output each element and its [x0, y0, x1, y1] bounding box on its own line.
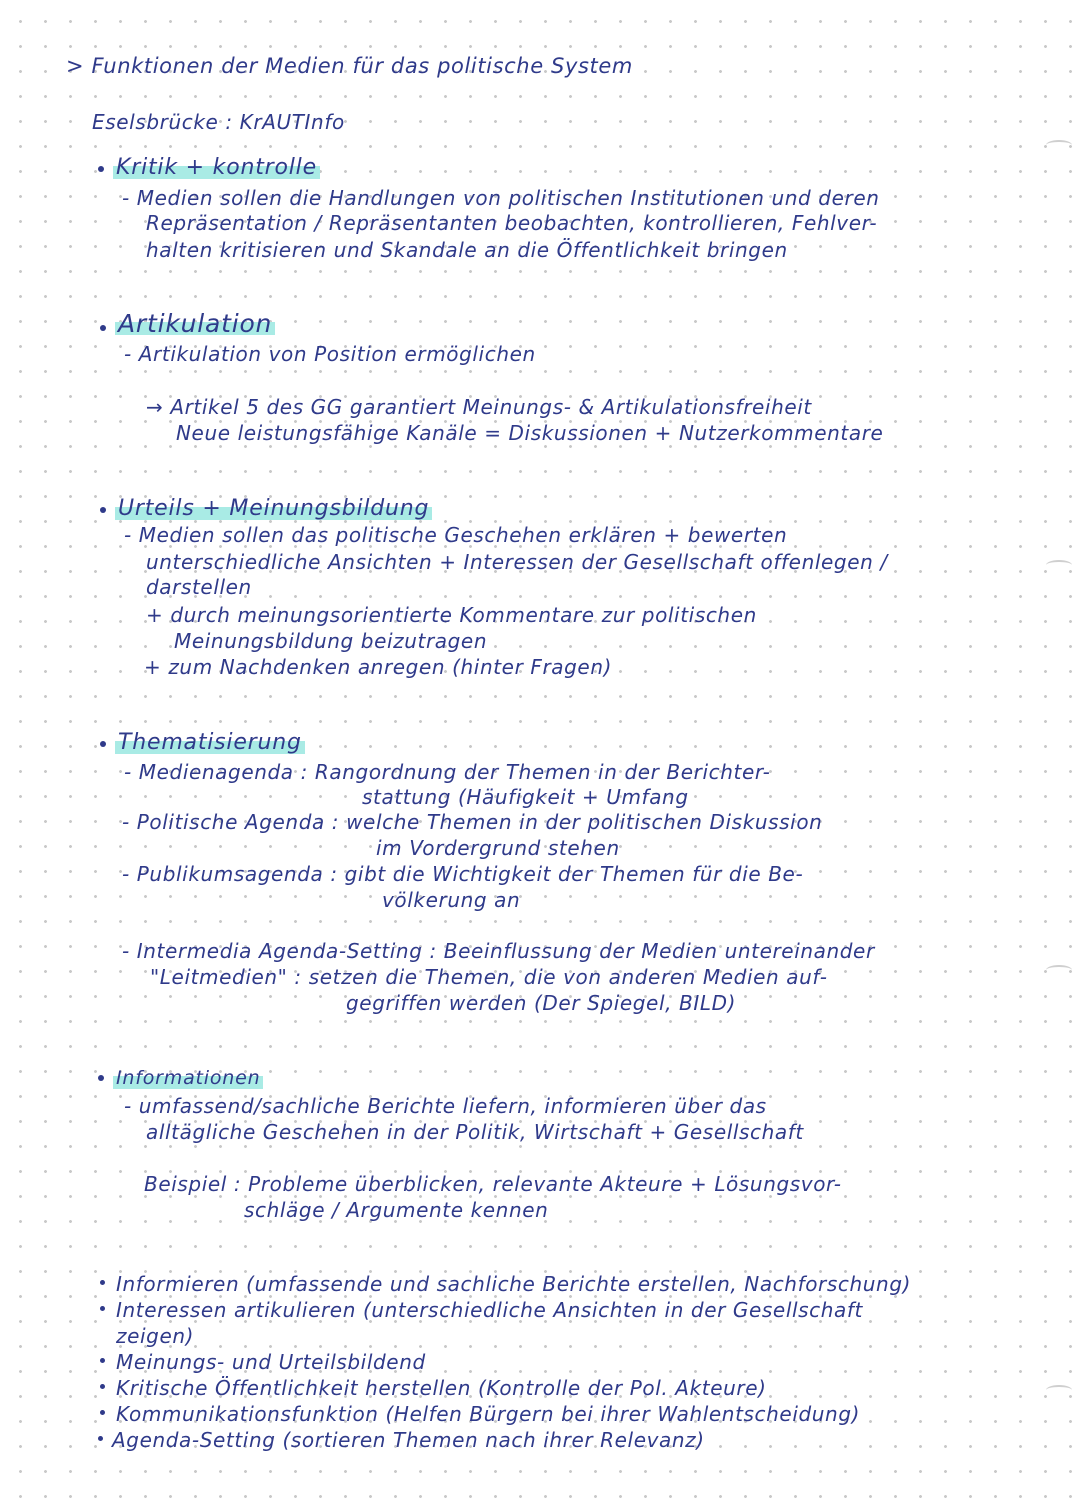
page-edge-mark	[1046, 965, 1072, 975]
text-line: - umfassend/sachliche Berichte liefern, informieren über das	[124, 1094, 767, 1118]
summary-item: Kommunikationsfunktion (Helfen Bürgern bei ihrer Wahlentscheidung)	[116, 1402, 861, 1426]
bullet-icon	[100, 507, 106, 513]
text-line: Beispiel : Probleme überblicken, relevante Akteure + Lösungsvor-	[144, 1172, 842, 1196]
page-edge-mark	[1046, 140, 1072, 150]
bullet-icon	[100, 1280, 105, 1285]
summary-item: Informieren (umfassende und sachliche Berichte erstellen, Nachforschung)	[116, 1272, 912, 1296]
text-line: - Medienagenda : Rangordnung der Themen in der Berichter-	[124, 760, 771, 784]
heading-urteils-meinungsbildung: Urteils + Meinungsbildung	[115, 496, 432, 522]
text-line: schläge / Argumente kennen	[244, 1198, 549, 1222]
text-line: + durch meinungsorientierte Kommentare zur politischen	[146, 603, 757, 627]
heading-thematisierung: Thematisierung	[115, 730, 305, 756]
bullet-icon	[100, 1306, 105, 1311]
heading-kritik-kontrolle: Kritik + kontrolle	[113, 155, 320, 181]
text-line: unterschiedliche Ansichten + Interessen der Gesellschaft offenlegen /	[146, 550, 888, 574]
text-line: Repräsentation / Repräsentanten beobachten, kontrollieren, Fehlver-	[146, 211, 878, 235]
text-line: "Leitmedien" : setzen die Themen, die von anderen Medien auf-	[150, 965, 828, 989]
text-line: völkerung an	[382, 888, 521, 912]
mnemonic: Eselsbrücke : KrAUTInfo	[92, 110, 345, 134]
text-line: gegriffen werden (Der Spiegel, BILD)	[346, 991, 736, 1015]
text-line: Neue leistungsfähige Kanäle = Diskussionen + Nutzerkommentare	[176, 421, 884, 445]
bullet-icon	[100, 741, 106, 747]
bullet-icon	[100, 325, 106, 331]
text-line: - Medien sollen das politische Geschehen erklären + bewerten	[124, 523, 788, 547]
summary-item: Agenda-Setting (sortieren Themen nach ihrer Relevanz)	[112, 1428, 705, 1452]
text-line: → Artikel 5 des GG garantiert Meinungs- & Artikulationsfreiheit	[146, 395, 812, 419]
page-edge-mark	[1046, 560, 1072, 570]
text-line: - Medien sollen die Handlungen von politischen Institutionen und deren	[122, 186, 880, 210]
heading-artikulation: Artikulation	[115, 311, 275, 337]
text-line: Meinungsbildung beizutragen	[174, 629, 488, 653]
text-line: - Publikumsagenda : gibt die Wichtigkeit der Themen für die Be-	[122, 862, 804, 886]
page-title: > Funktionen der Medien für das politische System	[66, 54, 633, 78]
text-line: im Vordergrund stehen	[376, 836, 620, 860]
text-line: + zum Nachdenken anregen (hinter Fragen)	[144, 655, 613, 679]
summary-item: Interessen artikulieren (unterschiedliche Ansichten in der Gesellschaft	[116, 1298, 863, 1322]
bullet-icon	[100, 1384, 105, 1389]
text-line: - Artikulation von Position ermöglichen	[124, 342, 536, 366]
summary-item: Kritische Öffentlichkeit herstellen (Kontrolle der Pol. Akteure)	[116, 1376, 767, 1400]
bullet-icon	[98, 1075, 104, 1081]
text-line: darstellen	[146, 575, 252, 599]
bullet-icon	[98, 1436, 103, 1441]
text-line: - Politische Agenda : welche Themen in der politischen Diskussion	[122, 810, 823, 834]
page-edge-mark	[1046, 1385, 1072, 1395]
text-line: halten kritisieren und Skandale an die Öffentlichkeit bringen	[146, 238, 788, 262]
text-line: alltägliche Geschehen in der Politik, Wirtschaft + Gesellschaft	[146, 1120, 804, 1144]
heading-informationen: Informationen	[113, 1065, 263, 1091]
text-line: stattung (Häufigkeit + Umfang	[362, 785, 689, 809]
summary-item: Meinungs- und Urteilsbildend	[116, 1350, 426, 1374]
summary-item: zeigen)	[116, 1324, 195, 1348]
bullet-icon	[100, 1358, 105, 1363]
text-line: - Intermedia Agenda-Setting : Beeinflussung der Medien untereinander	[122, 939, 875, 963]
bullet-icon	[98, 166, 104, 172]
bullet-icon	[100, 1410, 105, 1415]
